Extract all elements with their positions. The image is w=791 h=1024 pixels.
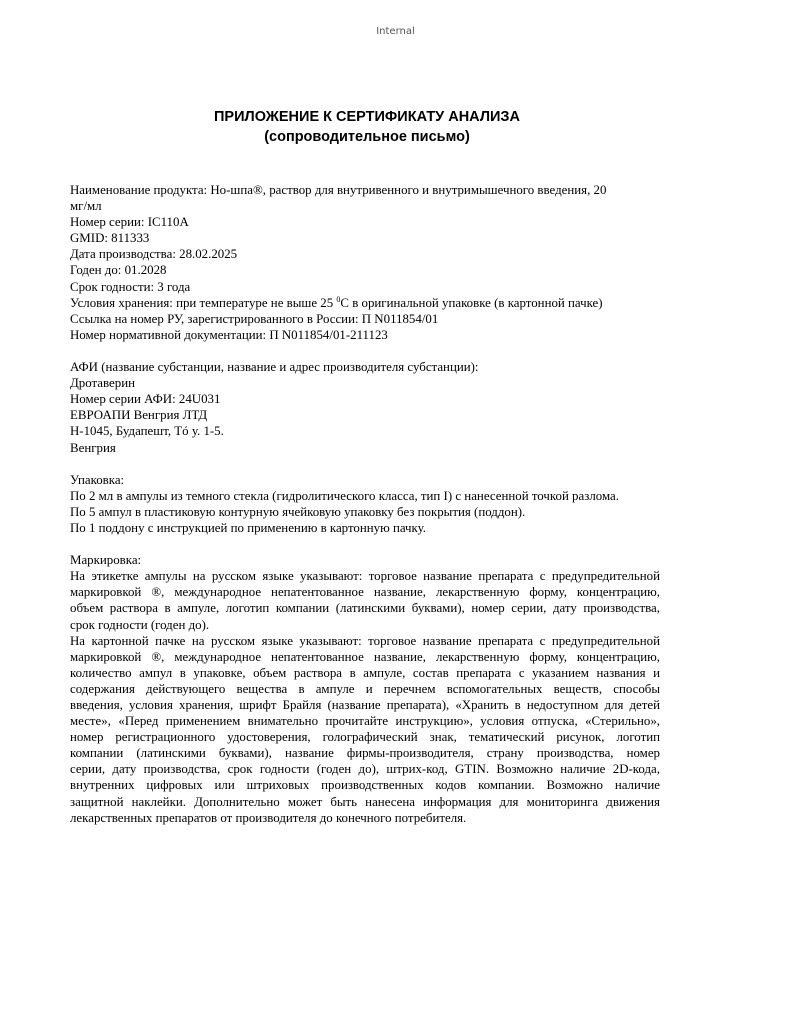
marking-section — [70, 552, 660, 826]
ru-reference: Ссылка на номер РУ, зарегистрированного в России: П N011854/01 — [70, 311, 439, 326]
product-name-line-1: Наименование продукта: Но-шпа®, раствор для внутривенного и внутримышечного введения, 20 — [70, 183, 607, 197]
packaging-heading: Упаковка: — [70, 472, 125, 487]
packaging-line: По 1 поддону с инструкцией по применению в картонную пачку. — [70, 520, 427, 535]
marking-heading: Маркировка: — [70, 553, 142, 568]
packaging-line: По 5 ампул в пластиковую контурную ячейковую упаковку без покрытия (поддон). — [70, 504, 526, 519]
packaging-section — [70, 472, 660, 536]
document-subtitle: (сопроводительное письмо) — [264, 129, 470, 145]
classification-label: Internal — [376, 26, 415, 37]
carton-marking-line: количество ампул в упаковке, объем раствора в ампуле, состав препарата с указанием названия и — [70, 665, 660, 680]
api-substance: Дротаверин — [70, 376, 136, 391]
ampoule-marking-line: объем раствора в ампуле, логотип компании (латинскими буквами), номер серии, дату производства, — [70, 601, 660, 616]
product-info-section — [70, 182, 660, 343]
ampoule-marking-line: срок годности (годен до). — [70, 617, 210, 632]
batch-number: Номер серии: IC110A — [70, 215, 189, 230]
ampoule-marking-line: На этикетке ампулы на русском языке указывают: торговое название препарата с предупредительной — [70, 569, 660, 584]
carton-marking-line: маркировкой ®, международное непатентованное название, лекарственную форму, концентрацию, — [70, 649, 660, 664]
gmid: GMID: 811333 — [70, 231, 150, 246]
storage-conditions — [70, 295, 660, 311]
api-address: H-1045, Будапешт, Тó у. 1-5. — [70, 424, 224, 439]
api-heading: АФИ (название субстанции, название и адрес производителя субстанции): — [70, 360, 479, 375]
product-name-line-2: мг/мл — [70, 199, 102, 214]
api-section — [70, 359, 660, 456]
packaging-line: По 2 мл в ампулы из темного стекла (гидролитического класса, тип I) с нанесенной точкой разлома. — [70, 488, 619, 503]
api-batch: Номер серии АФИ: 24U031 — [70, 392, 221, 407]
shelf-life: Срок годности: 3 года — [70, 279, 191, 294]
expiry-date: Годен до: 01.2028 — [70, 263, 167, 278]
ampoule-marking-line: маркировкой ®, международное непатентованное название, лекарственную форму, концентрацию, — [70, 585, 660, 600]
carton-marking-line: содержания действующего вещества в ампуле и перечнем вспомогательных веществ, способы — [70, 681, 660, 696]
document-title: ПРИЛОЖЕНИЕ К СЕРТИФИКАТУ АНАЛИЗА — [214, 109, 520, 125]
carton-marking-line: номер регистрационного удостоверения, голографический знак, тематический рисунок, логотип — [70, 730, 660, 745]
carton-marking-line: лекарственных препаратов от производителя до конечного потребителя. — [70, 810, 467, 825]
carton-marking-line: месте», «Перед применением внимательно прочитайте инструкцию», условия отпуска, «Стерильно», — [70, 714, 660, 729]
api-manufacturer: ЕВРОАПИ Венгрия ЛТД — [70, 408, 208, 423]
nd-number: Номер нормативной документации: П N011854/01-211123 — [70, 327, 388, 342]
degree-superscript: 0 — [336, 294, 341, 304]
manufacture-date: Дата производства: 28.02.2025 — [70, 247, 238, 262]
carton-marking-line: внутренних цифровых или штриховых производственных кодов компании. Возможно наличие — [70, 778, 660, 793]
document-body — [70, 182, 660, 826]
storage-text-after: С в оригинальной упаковке (в картонной пачке) — [340, 295, 603, 310]
carton-marking-line: компании (латинскими буквами), название фирмы-производителя, страну производства, номер — [70, 746, 660, 761]
api-country: Венгрия — [70, 440, 116, 455]
carton-marking-line: серии, дату производства, срок годности (годен до), штрих-код, GTIN. Возможно наличие 2D-кода, — [70, 762, 660, 777]
carton-marking-line: защитной наклейки. Дополнительно может быть нанесена информация для мониторинга движения — [70, 794, 660, 809]
storage-text-before: Условия хранения: при температуре не выше 25 — [70, 295, 337, 310]
carton-marking-line: введения, условия хранения, шрифт Брайля (название препарата), «Хранить в недоступном для детей — [70, 698, 660, 712]
carton-marking-line: На картонной пачке на русском языке указывают: торговое название препарата с предупредительной — [70, 633, 660, 648]
